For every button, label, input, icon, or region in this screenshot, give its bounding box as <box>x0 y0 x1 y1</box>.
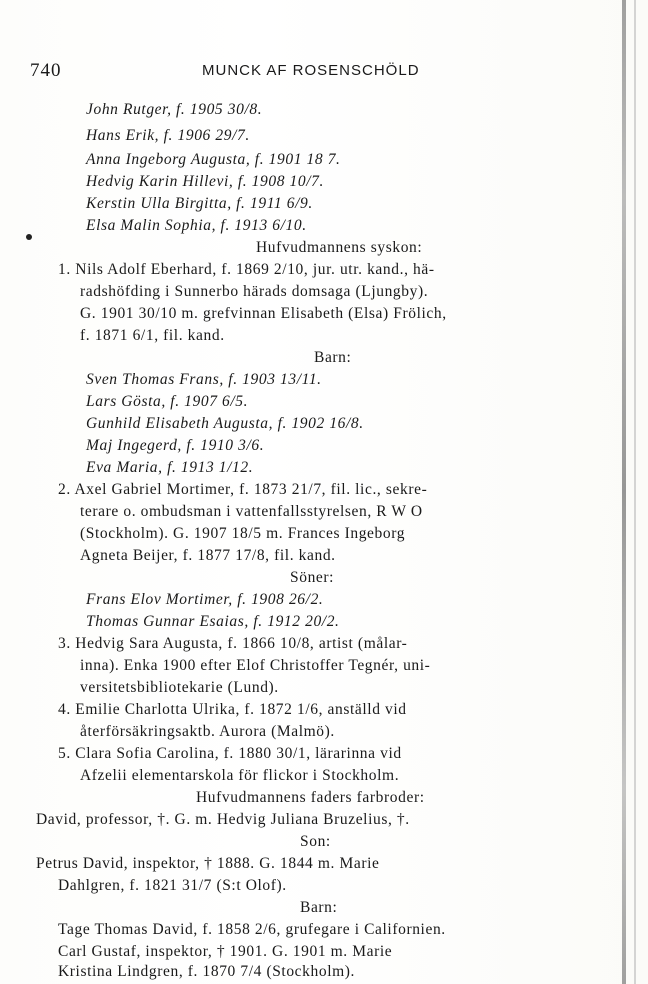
text-line: (Stockholm). G. 1907 18/5 m. Frances Ingeborg <box>80 525 406 542</box>
text-line: John Rutger, f. 1905 30/8. <box>86 101 263 118</box>
text-line: Maj Ingegerd, f. 1910 3/6. <box>86 437 265 454</box>
page-edge-line <box>634 0 636 984</box>
text-line: 3. Hedvig Sara Augusta, f. 1866 10/8, artist (målar- <box>58 635 408 652</box>
text-line: Sven Thomas Frans, f. 1903 13/11. <box>86 371 322 388</box>
text-line: Thomas Gunnar Esaias, f. 1912 20/2. <box>86 613 340 630</box>
section-heading: Son: <box>300 833 331 850</box>
text-line: terare o. ombudsman i vattenfallsstyrelsen, R W O <box>80 503 423 520</box>
text-line: Frans Elov Mortimer, f. 1908 26/2. <box>86 591 324 608</box>
page-header <box>30 60 590 82</box>
section-heading: Barn: <box>300 899 338 916</box>
text-line: 1. Nils Adolf Eberhard, f. 1869 2/10, jur. utr. kand., hä- <box>58 261 435 278</box>
text-line: Hans Erik, f. 1906 29/7. <box>86 127 250 144</box>
text-line: Eva Maria, f. 1913 1/12. <box>86 459 254 476</box>
text-line: Gunhild Elisabeth Augusta, f. 1902 16/8. <box>86 415 364 432</box>
bullet-mark <box>26 234 32 240</box>
text-line: Elsa Malin Sophia, f. 1913 6/10. <box>86 217 307 234</box>
text-line: versitetsbibliotekarie (Lund). <box>80 679 279 696</box>
section-heading: Hufvudmannens faders farbroder: <box>196 789 425 806</box>
text-line: G. 1901 30/10 m. grefvinnan Elisabeth (Elsa) Frölich, <box>80 305 447 322</box>
section-heading: Söner: <box>290 569 335 586</box>
text-line: radshöfding i Sunnerbo härads domsaga (Ljungby). <box>80 283 429 300</box>
text-line: Lars Gösta, f. 1907 6/5. <box>86 393 249 410</box>
page-edge-shadow <box>622 0 626 984</box>
section-heading: Hufvudmannens syskon: <box>256 239 423 256</box>
section-heading: Barn: <box>314 349 352 366</box>
text-line: Kristina Lindgren, f. 1870 7/4 (Stockholm). <box>58 963 356 980</box>
text-line: f. 1871 6/1, fil. kand. <box>80 327 225 344</box>
text-line: Carl Gustaf, inspektor, † 1901. G. 1901 m. Marie <box>58 943 393 960</box>
text-line: 5. Clara Sofia Carolina, f. 1880 30/1, lärarinna vid <box>58 745 402 762</box>
text-line: Kerstin Ulla Birgitta, f. 1911 6/9. <box>86 195 313 212</box>
text-line: Anna Ingeborg Augusta, f. 1901 18 7. <box>86 151 341 168</box>
text-line: Afzelii elementarskola för flickor i Stockholm. <box>80 767 400 784</box>
text-line: Tage Thomas David, f. 1858 2/6, grufegare i Californien. <box>58 921 446 938</box>
running-title: MUNCK AF ROSENSCHÖLD <box>202 62 420 79</box>
text-line: Dahlgren, f. 1821 31/7 (S:t Olof). <box>58 877 287 894</box>
text-line: återförsäkringsaktb. Aurora (Malmö). <box>80 723 335 740</box>
text-line: Petrus David, inspektor, † 1888. G. 1844 m. Marie <box>36 855 380 872</box>
text-line: inna). Enka 1900 efter Elof Christoffer Tegnér, uni- <box>80 657 431 674</box>
text-line: David, professor, †. G. m. Hedvig Juliana Bruzelius, †. <box>36 811 410 828</box>
text-line: Agneta Beijer, f. 1877 17/8, fil. kand. <box>80 547 336 564</box>
text-line: 4. Emilie Charlotta Ulrika, f. 1872 1/6, anställd vid <box>58 701 407 718</box>
text-line: 2. Axel Gabriel Mortimer, f. 1873 21/7, fil. lic., sekre- <box>58 481 428 498</box>
page-number: 740 <box>30 60 62 81</box>
text-line: Hedvig Karin Hillevi, f. 1908 10/7. <box>86 173 324 190</box>
